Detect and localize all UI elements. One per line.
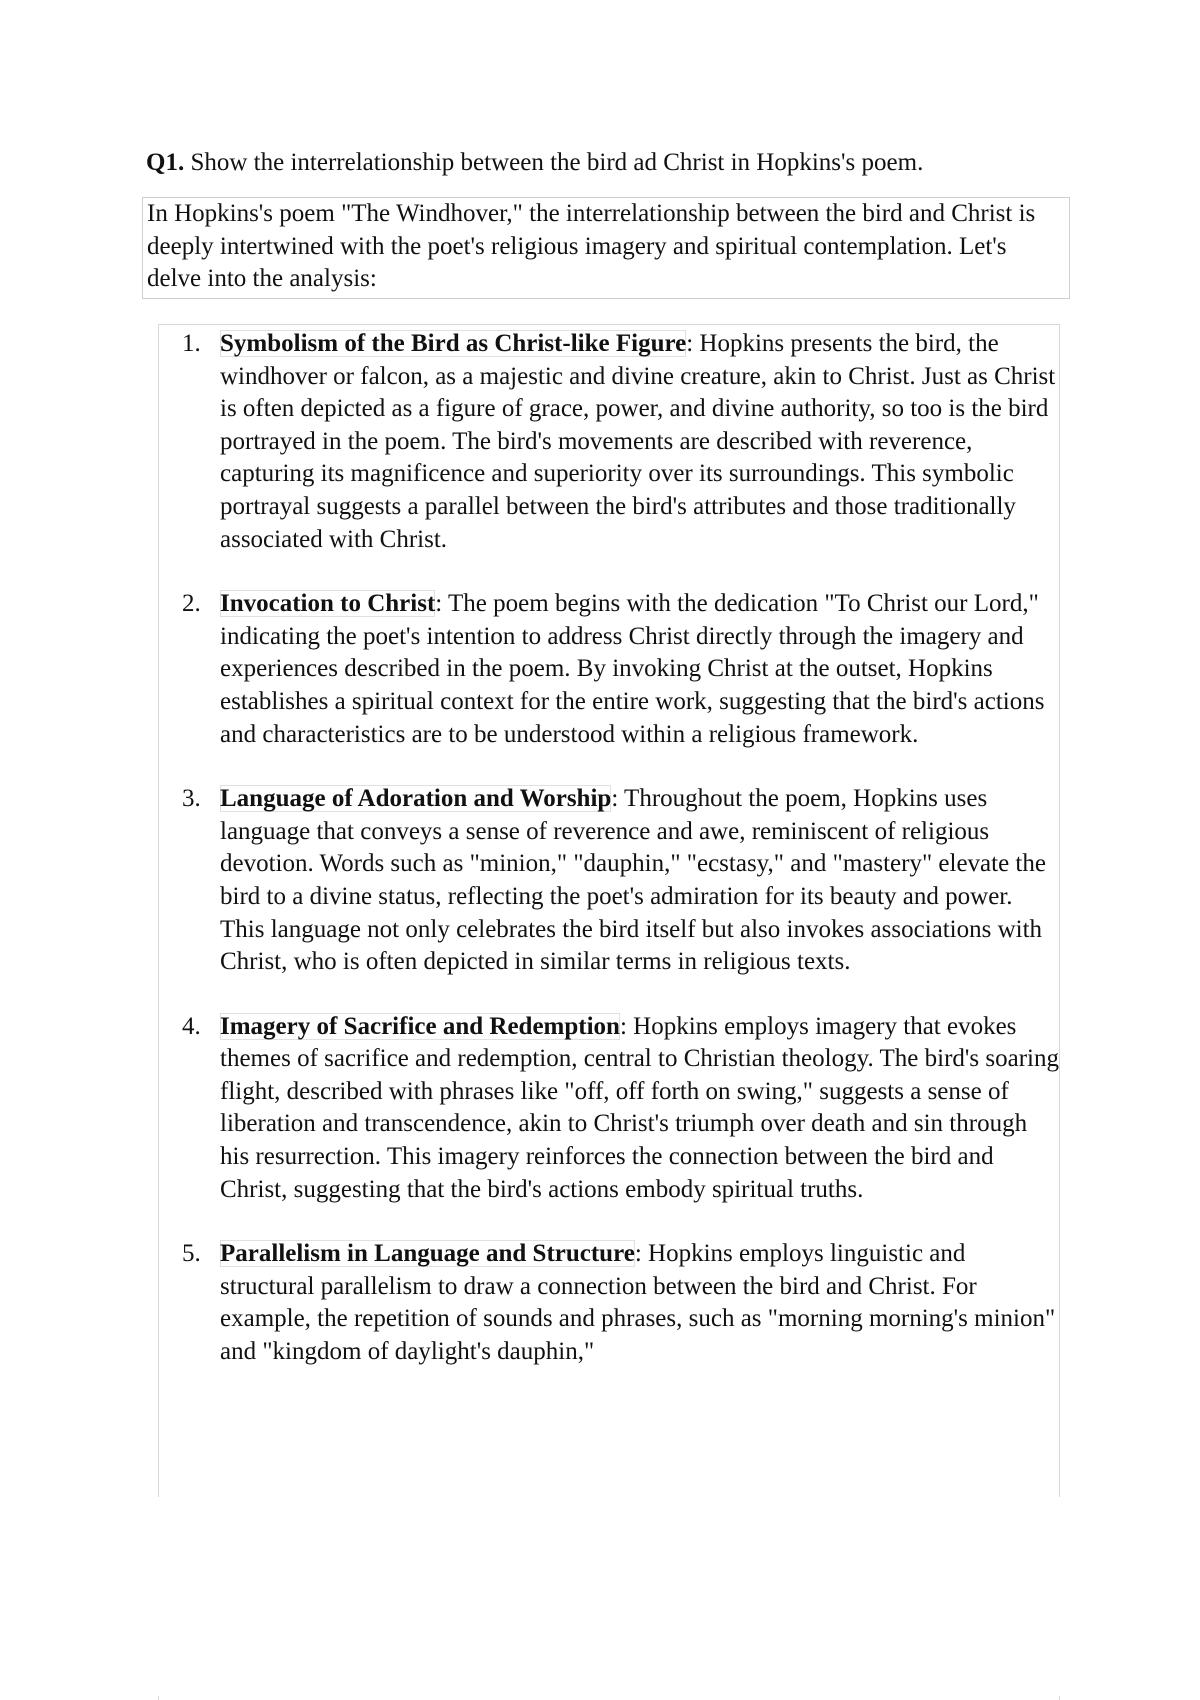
question-number: Q1.	[146, 149, 185, 176]
item-number: 5.	[182, 1240, 201, 1268]
item-number: 4.	[182, 1012, 201, 1040]
list-item	[146, 328, 1062, 556]
list-item	[146, 588, 1062, 751]
list-item	[146, 1238, 1062, 1368]
item-number: 1.	[182, 330, 201, 357]
item-body: : Hopkins employs imagery that evokes themes of sacrifice and redemption, central to Christian theology. The bird's soaring flight, described with phrases like "off, off forth on swing," suggests a sense of liberation and transcendence, akin to Christ's triumph over death and sin through his resurrection. This imagery reinforces the connection between the bird and Christ, suggesting that the bird's actions embody spiritual truths.	[220, 1012, 1059, 1203]
item-body: : Throughout the poem, Hopkins uses language that conveys a sense of reverence and awe, reminiscent of religious devotion. Words such as "minion," "dauphin," "ecstasy," and "mastery" elevate the bird to a divine status, reflecting the poet's admiration for its beauty and power. This language not only celebrates the bird itself but also invokes associations with Christ, who is often depicted in similar terms in religious texts.	[220, 785, 1046, 976]
item-body: : Hopkins employs linguistic and structural parallelism to draw a connection between the bird and Christ. For example, the repetition of sounds and phrases, such as "morning morning's minion" and "kingdom of daylight's dauphin,"	[220, 1240, 1056, 1366]
page-bottom-margin	[0, 1497, 1200, 1696]
item-heading: Language of Adoration and Worship	[220, 785, 612, 813]
analysis-list	[146, 328, 1062, 1401]
question-line	[146, 146, 1076, 180]
item-heading: Parallelism in Language and Structure	[220, 1240, 635, 1268]
list-item	[146, 1011, 1062, 1207]
item-body: : Hopkins presents the bird, the windhover or falcon, as a majestic and divine creature, akin to Christ. Just as Christ is often depicted as a figure of grace, power, and divine authority, so too is the bird portrayed in the poem. The bird's movements are described with reverence, capturing its magnificence and superiority over its surroundings. This symbolic portrayal suggests a parallel between the bird's attributes and those traditionally associated with Christ.	[220, 330, 1056, 553]
item-heading: Imagery of Sacrifice and Redemption	[220, 1012, 620, 1040]
question-text: Show the interrelationship between the bird ad Christ in Hopkins's poem.	[184, 149, 924, 176]
list-item	[146, 783, 1062, 979]
intro-paragraph: In Hopkins's poem "The Windhover," the interrelationship between the bird and Christ is deeply intertwined with the poet's religious imagery and spiritual contemplation. Let's delve into the analysis:	[142, 197, 1070, 299]
item-number: 3.	[182, 785, 201, 813]
item-number: 2.	[182, 590, 201, 618]
item-heading: Symbolism of the Bird as Christ-like Figure	[220, 330, 687, 357]
item-body: : The poem begins with the dedication "To Christ our Lord," indicating the poet's intention to address Christ directly through the imagery and experiences described in the poem. By invoking Christ at the outset, Hopkins establishes a spiritual context for the entire work, suggesting that the bird's actions and characteristics are to be understood within a religious framework.	[220, 590, 1045, 748]
item-heading: Invocation to Christ	[220, 590, 436, 618]
